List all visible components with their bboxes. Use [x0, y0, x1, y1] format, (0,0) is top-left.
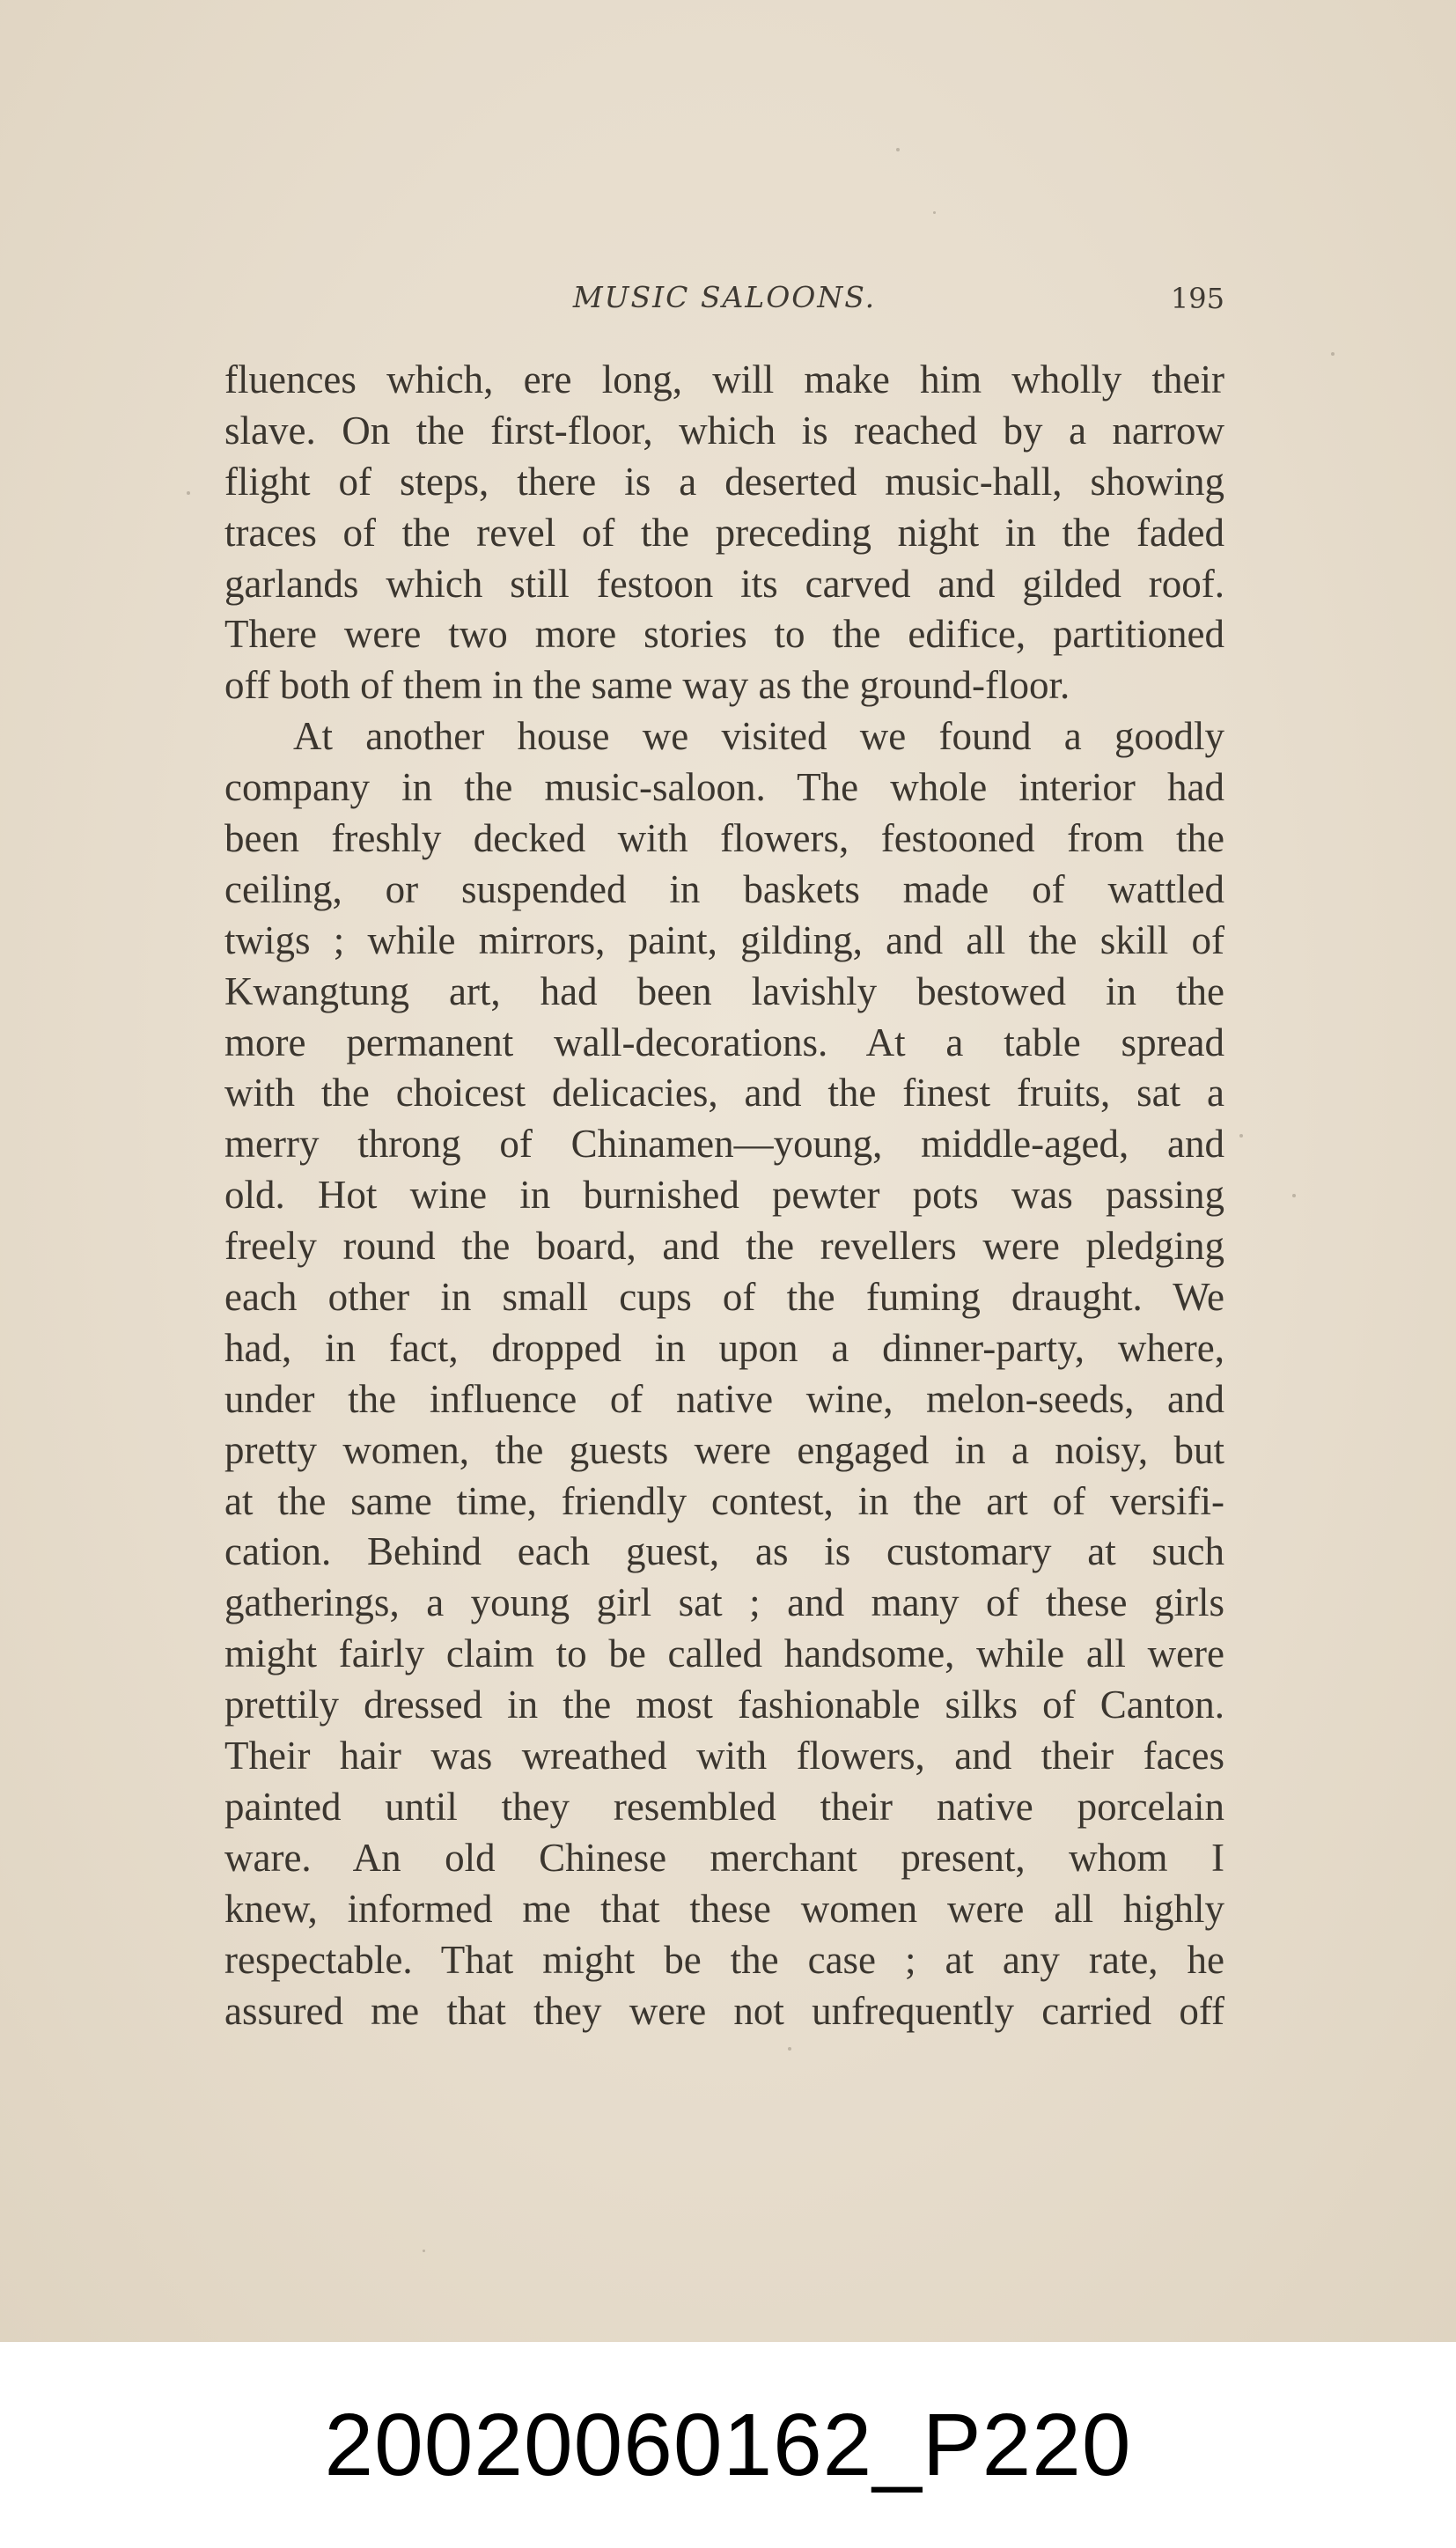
text-line: more permanent wall-decorations. At a table spread — [224, 1020, 1224, 1064]
image-id-footer — [0, 2342, 1456, 2548]
text-line: pretty women, the guests were engaged in a noisy, but — [224, 1427, 1224, 1472]
text-line: with the choicest delicacies, and the finest fruits, sat a — [224, 1071, 1224, 1116]
page-number: 195 — [1170, 282, 1224, 315]
text-line: prettily dressed in the most fashionable silks of Canton. — [224, 1683, 1224, 1727]
paper-speck — [1239, 1134, 1243, 1138]
text-line: assured me that they were not unfrequently carried off — [224, 1988, 1224, 2033]
text-line: gatherings, a young girl sat ; and many of these girls — [224, 1580, 1224, 1625]
text-line: knew, informed me that these women were all highly — [224, 1886, 1224, 1931]
text-line: Their hair was wreathed with flowers, and their faces — [224, 1734, 1224, 1778]
text-line: company in the music-saloon. The whole interior had — [224, 765, 1224, 810]
paper-speck — [933, 211, 936, 214]
paper-speck — [1331, 352, 1335, 356]
text-line: might fairly claim to be called handsome, while all were — [224, 1631, 1224, 1676]
text-line: fluences which, ere long, will make him wholly their — [224, 357, 1224, 401]
paper-speck — [423, 2250, 425, 2252]
text-line: Kwangtung art, had been lavishly bestowed in the — [224, 968, 1224, 1013]
text-line: slave. On the first-floor, which is reached by a narrow — [224, 408, 1224, 453]
running-head — [224, 280, 1224, 320]
text-line: ware. An old Chinese merchant present, whom I — [224, 1835, 1224, 1880]
text-line: painted until they resembled their native porcelain — [224, 1784, 1224, 1829]
text-line: There were two more stories to the edifice, partitioned — [224, 612, 1224, 657]
paper-speck — [1292, 1194, 1296, 1197]
text-line: had, in fact, dropped in upon a dinner-party, where, — [224, 1325, 1224, 1370]
text-line: traces of the revel of the preceding night in the faded — [224, 510, 1224, 555]
text-line: cation. Behind each guest, as is customary at such — [224, 1529, 1224, 1574]
text-line: flight of steps, there is a deserted music-hall, showing — [224, 459, 1224, 504]
text-line: garlands which still festoon its carved and gilded roof. — [224, 561, 1224, 606]
text-line: off both of them in the same way as the ground-floor. — [224, 663, 1070, 708]
paragraph-2 — [224, 711, 1224, 2036]
running-title: MUSIC SALOONS. — [572, 280, 877, 314]
text-line: At another house we visited we found a goodly — [293, 714, 1224, 759]
text-line: been freshly decked with flowers, festooned from the — [224, 816, 1224, 861]
text-line: under the influence of native wine, melon-seeds, and — [224, 1376, 1224, 1421]
text-line: respectable. That might be the case ; at any rate, he — [224, 1937, 1224, 1982]
image-id-label: 20020060162_P220 — [324, 2396, 1132, 2494]
text-line: freely round the board, and the revellers were pledging — [224, 1224, 1224, 1269]
text-line: each other in small cups of the fuming draught. We — [224, 1275, 1224, 1320]
paper-speck — [187, 491, 190, 495]
paragraph-1 — [224, 355, 1224, 711]
body-text — [224, 355, 1224, 2036]
text-line: ceiling, or suspended in baskets made of wattled — [224, 866, 1224, 911]
text-line: old. Hot wine in burnished pewter pots was passing — [224, 1173, 1224, 1218]
text-line: twigs ; while mirrors, paint, gilding, and all the skill of — [224, 917, 1224, 962]
paper-speck — [896, 148, 900, 151]
text-line: at the same time, friendly contest, in the art of versifi- — [224, 1478, 1224, 1523]
text-line: merry throng of Chinamen—young, middle-aged, and — [224, 1122, 1224, 1167]
paper-speck — [788, 2047, 791, 2051]
